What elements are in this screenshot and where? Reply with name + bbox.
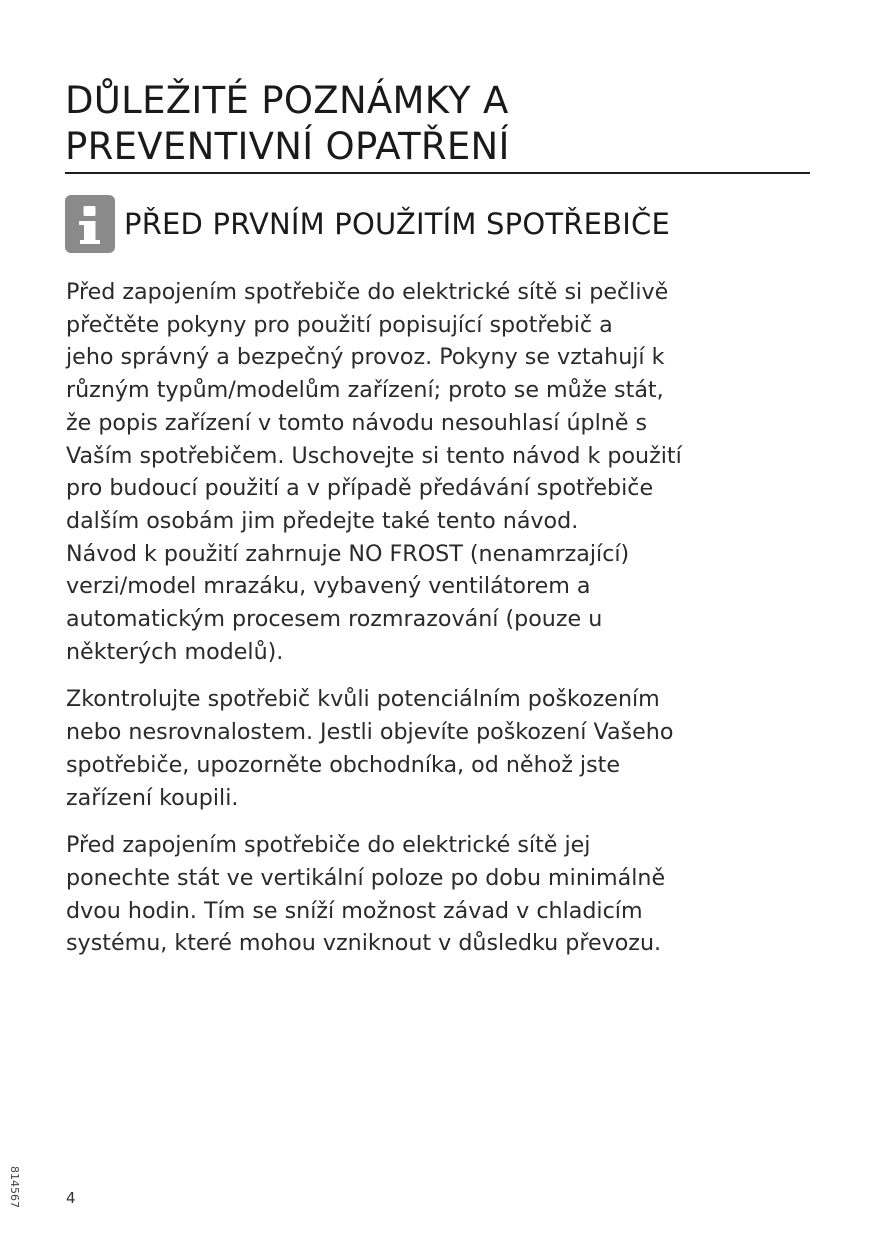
page-title-line-2: PREVENTIVNÍ OPATŘENÍ bbox=[65, 125, 510, 168]
text-line: přečtěte pokyny pro použití popisující spotřebič a bbox=[66, 311, 613, 338]
text-line: Před zapojením spotřebiče do elektrické sítě jej bbox=[66, 832, 591, 859]
text-line: Návod k použití zahrnuje NO FROST (nenamrzající) bbox=[66, 540, 630, 567]
text-line: jeho správný a bezpečný provoz. Pokyny se vztahují k bbox=[66, 344, 665, 371]
text-line: Vaším spotřebičem. Uschovejte si tento návod k použití bbox=[66, 442, 682, 469]
text-line: pro budoucí použití a v případě předávání spotřebiče bbox=[66, 475, 654, 502]
paragraph-inspection bbox=[66, 683, 826, 814]
body-text bbox=[66, 276, 826, 960]
text-line: ponechte stát ve vertikální poloze po dobu minimálně bbox=[66, 864, 666, 891]
text-line: spotřebiče, upozorněte obchodníka, od něhož jste bbox=[66, 751, 620, 778]
text-line: Před zapojením spotřebiče do elektrické sítě si pečlivě bbox=[66, 279, 669, 305]
text-line: dvou hodin. Tím se sníží možnost závad v chladicím bbox=[66, 897, 643, 924]
page-title-line-1: DŮLEŽITÉ POZNÁMKY A bbox=[65, 79, 509, 122]
text-line: různým typům/modelům zařízení; proto se může stát, bbox=[66, 377, 664, 404]
page-title bbox=[65, 78, 810, 174]
document-code: 814567 bbox=[8, 1166, 21, 1208]
section-title: PŘED PRVNÍM POUŽITÍM SPOTŘEBIČE bbox=[124, 207, 670, 241]
text-line: Zkontrolujte spotřebič kvůli potenciálním poškozením bbox=[66, 686, 660, 713]
section-header bbox=[65, 195, 670, 253]
info-icon bbox=[65, 195, 115, 253]
text-line: zařízení koupili. bbox=[66, 784, 239, 811]
text-line: že popis zařízení v tomto návodu nesouhlasí úplně s bbox=[66, 409, 648, 436]
paragraph-vertical-position bbox=[66, 829, 826, 960]
text-line: automatickým procesem rozmrazování (pouze u bbox=[66, 606, 603, 633]
text-line: některých modelů). bbox=[66, 638, 284, 665]
paragraph-intro bbox=[66, 276, 826, 668]
text-line: systému, které mohou vzniknout v důsledku převozu. bbox=[66, 930, 662, 957]
text-line: dalším osobám jim předejte také tento návod. bbox=[66, 507, 579, 534]
text-line: nebo nesrovnalostem. Jestli objevíte poškození Vašeho bbox=[66, 719, 674, 746]
page-number: 4 bbox=[66, 1189, 76, 1207]
text-line: verzi/model mrazáku, vybavený ventilátorem a bbox=[66, 573, 591, 600]
